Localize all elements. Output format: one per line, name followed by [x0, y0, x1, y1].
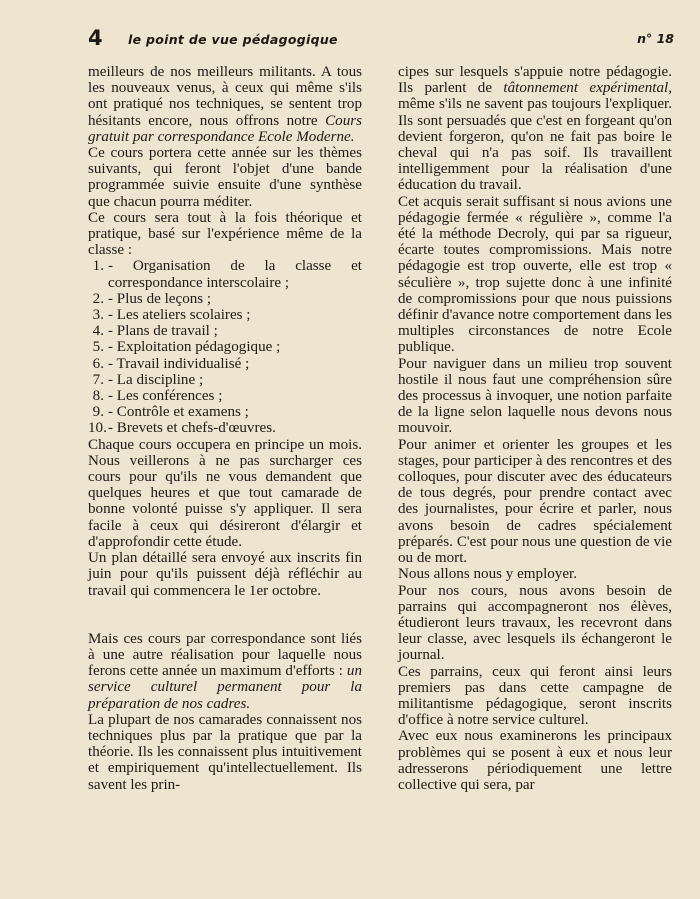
- paragraph: Mais ces cours par correspondance sont liés à une autre réalisation pour laquelle nous ferons cette année un maximum d'efforts : un service culturel permanent pour la préparation de nos cadres.: [88, 630, 362, 712]
- left-column: [88, 64, 362, 793]
- list-item: 2. - Plus de leçons ;: [92, 290, 212, 307]
- paragraph: Nous allons nous y employer.: [398, 566, 578, 583]
- list-item: 5. - Exploitation pédagogique ;: [92, 339, 281, 356]
- list-item: 1. - Organisation de la classe et correspondance interscolaire ;: [92, 258, 362, 291]
- paragraph: Avec eux nous examinerons les principaux problèmes qui se posent à eux et nous leur adresserons périodiquement une lettre collective qui sera, par: [398, 728, 672, 793]
- paragraph: Pour animer et orienter les groupes et les stages, pour participer à des rencontres et des colloques, pour discuter avec des éducateurs de tous degrés, pour prendre contact avec des journalistes, pour écrire et parler, nous avons besoin de cadres spécialement préparés. C'est pour nous une question de vie ou de mort.: [398, 436, 672, 567]
- paragraph: Ce cours portera cette année sur les thèmes suivants, qui feront l'objet d'une bande programmée suivie ensuite d'une synthèse que chacun pourra méditer.: [88, 145, 362, 210]
- paragraph: meilleurs de nos meilleurs militants. A tous les nouveaux venus, à ceux qui même s'ils ont pratiqué nos techniques, se sentent trop hésitants encore, nous offrons notre Cours gratuit par correspondance Ecole Moderne.: [88, 64, 362, 145]
- right-column: [398, 64, 672, 793]
- paragraph: Pour nos cours, nous avons besoin de parrains qui accompagneront nos élèves, étudieront leurs travaux, les recevront dans leur classe, avec lesquels ils échangeront le journal.: [398, 582, 672, 664]
- issue-number: n° 18: [637, 31, 674, 46]
- list-item: 6. - Travail individualisé ;: [92, 355, 250, 372]
- list-item: 9. - Contrôle et examens ;: [92, 404, 249, 421]
- paragraph: Ces parrains, ceux qui feront ainsi leurs premiers pas dans cette campagne de militantisme pédagogique, seront inscrits d'office à notre service culturel.: [398, 663, 672, 729]
- running-title: le point de vue pédagogique: [128, 32, 338, 47]
- page-header: [88, 26, 674, 52]
- list-item: 3. - Les ateliers scolaires ;: [92, 307, 251, 324]
- paragraph: cipes sur lesquels s'appuie notre pédagogie. Ils parlent de tâtonnement expérimental, même s'ils ne savent pas toujours l'expliquer. Ils sont persuadés que c'est en forgeant qu'on devient forgeron, qu'on ne fait pas boire le cheval qui n'a pas soif. Ils travaillent intelligemment pour la réalisation d'une éducation du travail.: [398, 64, 672, 194]
- course-topics-list: [88, 258, 362, 436]
- paragraph: La plupart de nos camarades connaissent nos techniques plus par la pratique que par la théorie. Ils les connaissent plus intuitivement et empiriquement qu'intellectuellement. Ils savent les prin-: [88, 711, 362, 793]
- paragraph: Ce cours sera tout à la fois théorique et pratique, basé sur l'expérience même de la classe :: [88, 209, 362, 259]
- paragraph: Chaque cours occupera en principe un mois. Nous veillerons à ne pas surcharger ces cours pour qu'ils ne vous demandent que quelques heures et que tout camarade de bonne volonté puisse s'y appliquer. Il sera facile à ceux qui désireront d'élargir et d'approfondir cette étude.: [88, 436, 362, 550]
- list-item: 8. - Les conférences ;: [92, 388, 223, 405]
- paragraph: Pour naviguer dans un milieu trop souvent hostile il nous faut une compréhension sûre des processus à invoquer, une notion parfaite de la ligne selon laquelle nous devons nous mouvoir.: [398, 355, 672, 437]
- paragraph: Cet acquis serait suffisant si nous avions une pédagogie fermée « régulière », comme l'a été la méthode Decroly, qui par sa rigueur, écarte toutes compromissions. Mais notre pédagogie est trop ouverte, elle est trop « séculière », trop sujette donc à une infinité de compromissions pour que nous puissions définir d'avance notre comportement dans les multiples circonstances de notre Ecole publique.: [398, 193, 672, 356]
- list-item: 7. - La discipline ;: [92, 371, 204, 388]
- section-gap: [88, 599, 362, 631]
- list-item: 10. - Brevets et chefs-d'œuvres.: [88, 420, 276, 437]
- page-number: 4: [88, 26, 103, 50]
- paragraph: Un plan détaillé sera envoyé aux inscrits fin juin pour qu'ils puissent déjà réfléchir au travail qui commencera le 1er octobre.: [88, 550, 362, 599]
- list-item: 4. - Plans de travail ;: [92, 323, 218, 340]
